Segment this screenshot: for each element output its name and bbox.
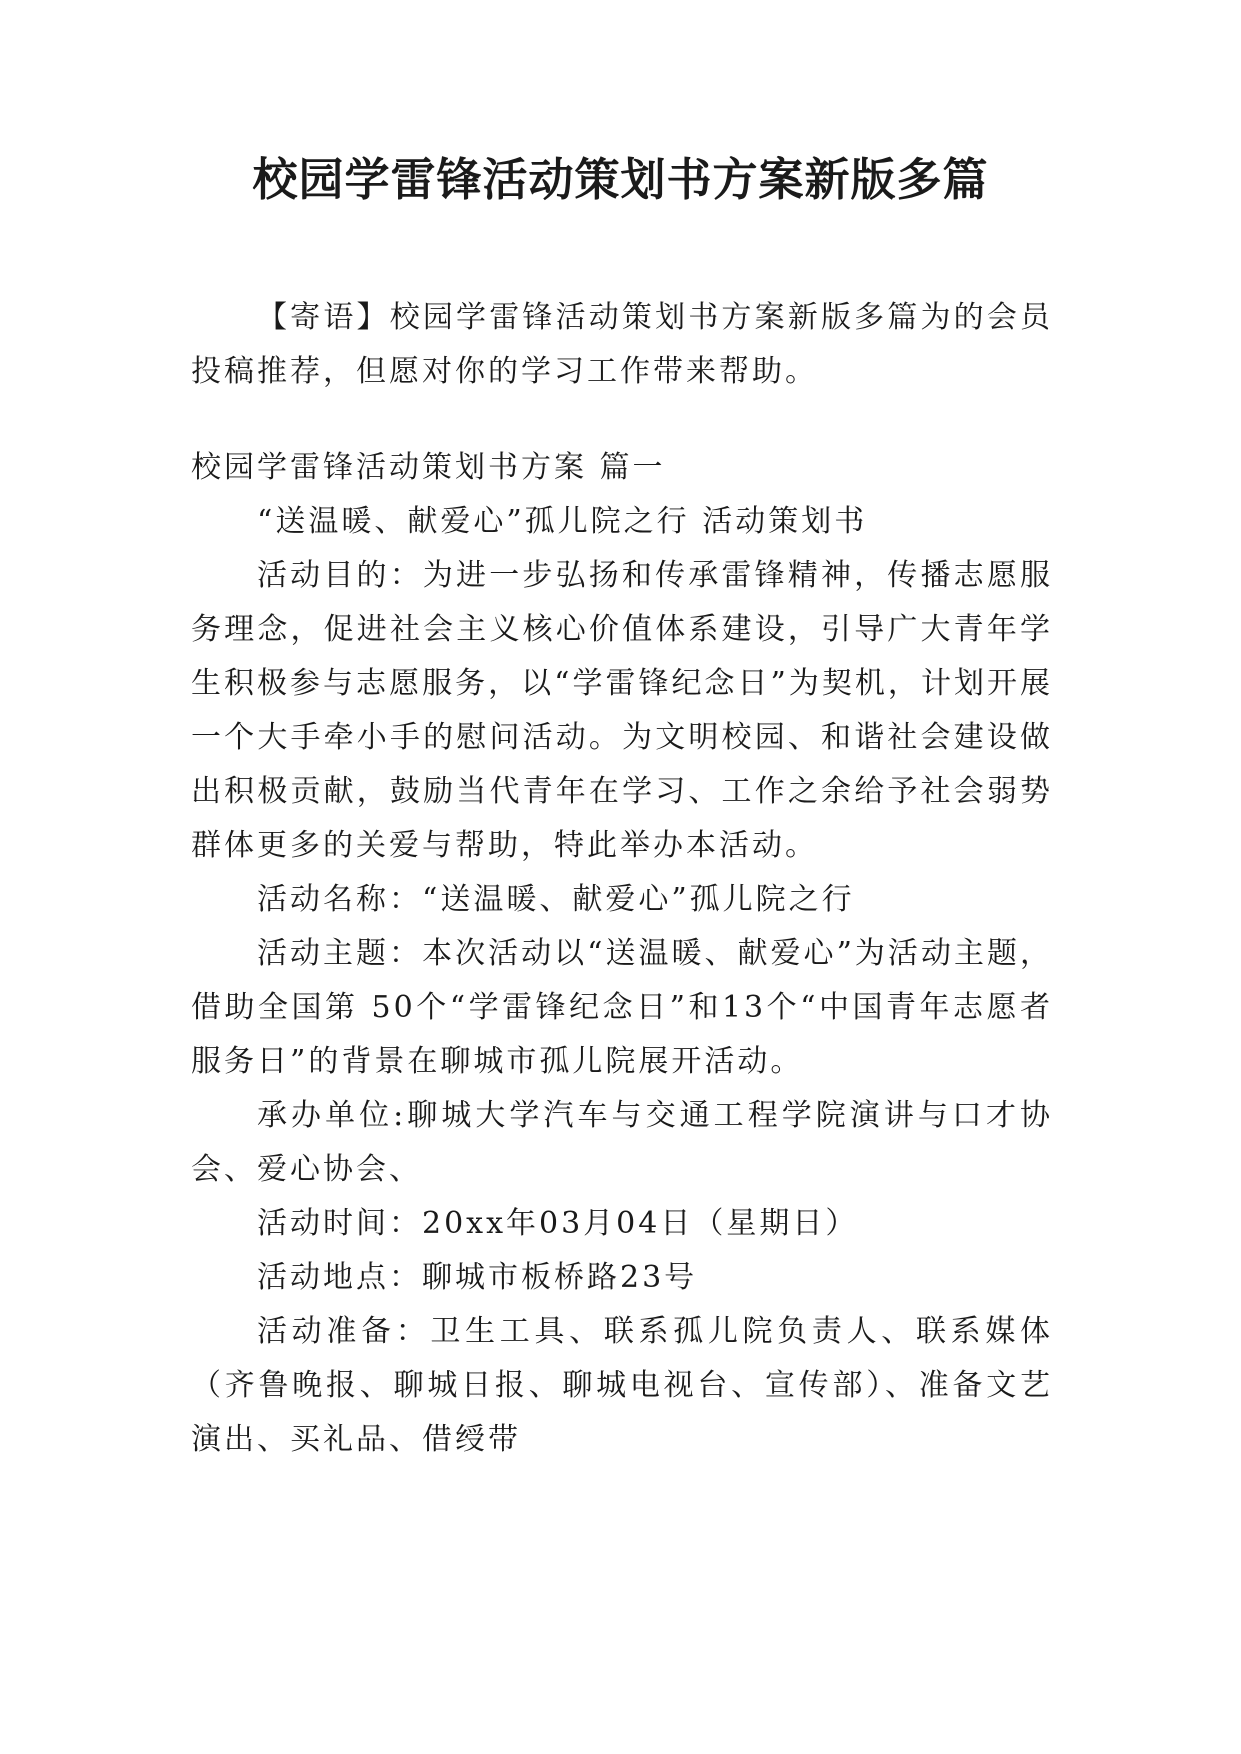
intro-paragraph: 【寄语】校园学雷锋活动策划书方案新版多篇为的会员投稿推荐，但愿对你的学习工作带来帮助。 [191, 300, 1053, 389]
paragraph-purpose: 活动目的：为进一步弘扬和传承雷锋精神，传播志愿服务理念，促进社会主义核心价值体系建设，引导广大青年学生积极参与志愿服务，以“学雷锋纪念日”为契机，计划开展一个大手牵小手的慰问活动。为文明校园、和谐社会建设做出积极贡献，鼓励当代青年在学习、工作之余给予社会弱势群体更多的关爱与帮助，特此举办本活动。 [191, 558, 1053, 863]
paragraph-preparation: 活动准备：卫生工具、联系孤儿院负责人、联系媒体（齐鲁晚报、聊城日报、聊城电视台、宣传部）、准备文艺演出、买礼品、借绶带 [191, 1314, 1053, 1457]
document-body [191, 291, 1053, 1467]
paragraph-organizer: 承办单位:聊城大学汽车与交通工程学院演讲与口才协会、爱心协会、 [191, 1098, 1053, 1187]
paragraph-time: 活动时间：20xx年03月04日（星期日） [257, 1206, 859, 1241]
paragraph-location: 活动地点：聊城市板桥路23号 [257, 1260, 698, 1295]
paragraph-theme: 活动主题：本次活动以“送温暖、献爱心”为活动主题，借助全国第 50个“学雷锋纪念日”和13个“中国青年志愿者服务日”的背景在聊城市孤儿院展开活动。 [191, 936, 1053, 1079]
activity-subheading: “送温暖、献爱心”孤儿院之行 活动策划书 [257, 504, 868, 539]
paragraph-name: 活动名称：“送温暖、献爱心”孤儿院之行 [257, 882, 855, 917]
section-heading: 校园学雷锋活动策划书方案 篇一 [191, 450, 666, 485]
page-title: 校园学雷锋活动策划书方案新版多篇 [252, 153, 989, 206]
